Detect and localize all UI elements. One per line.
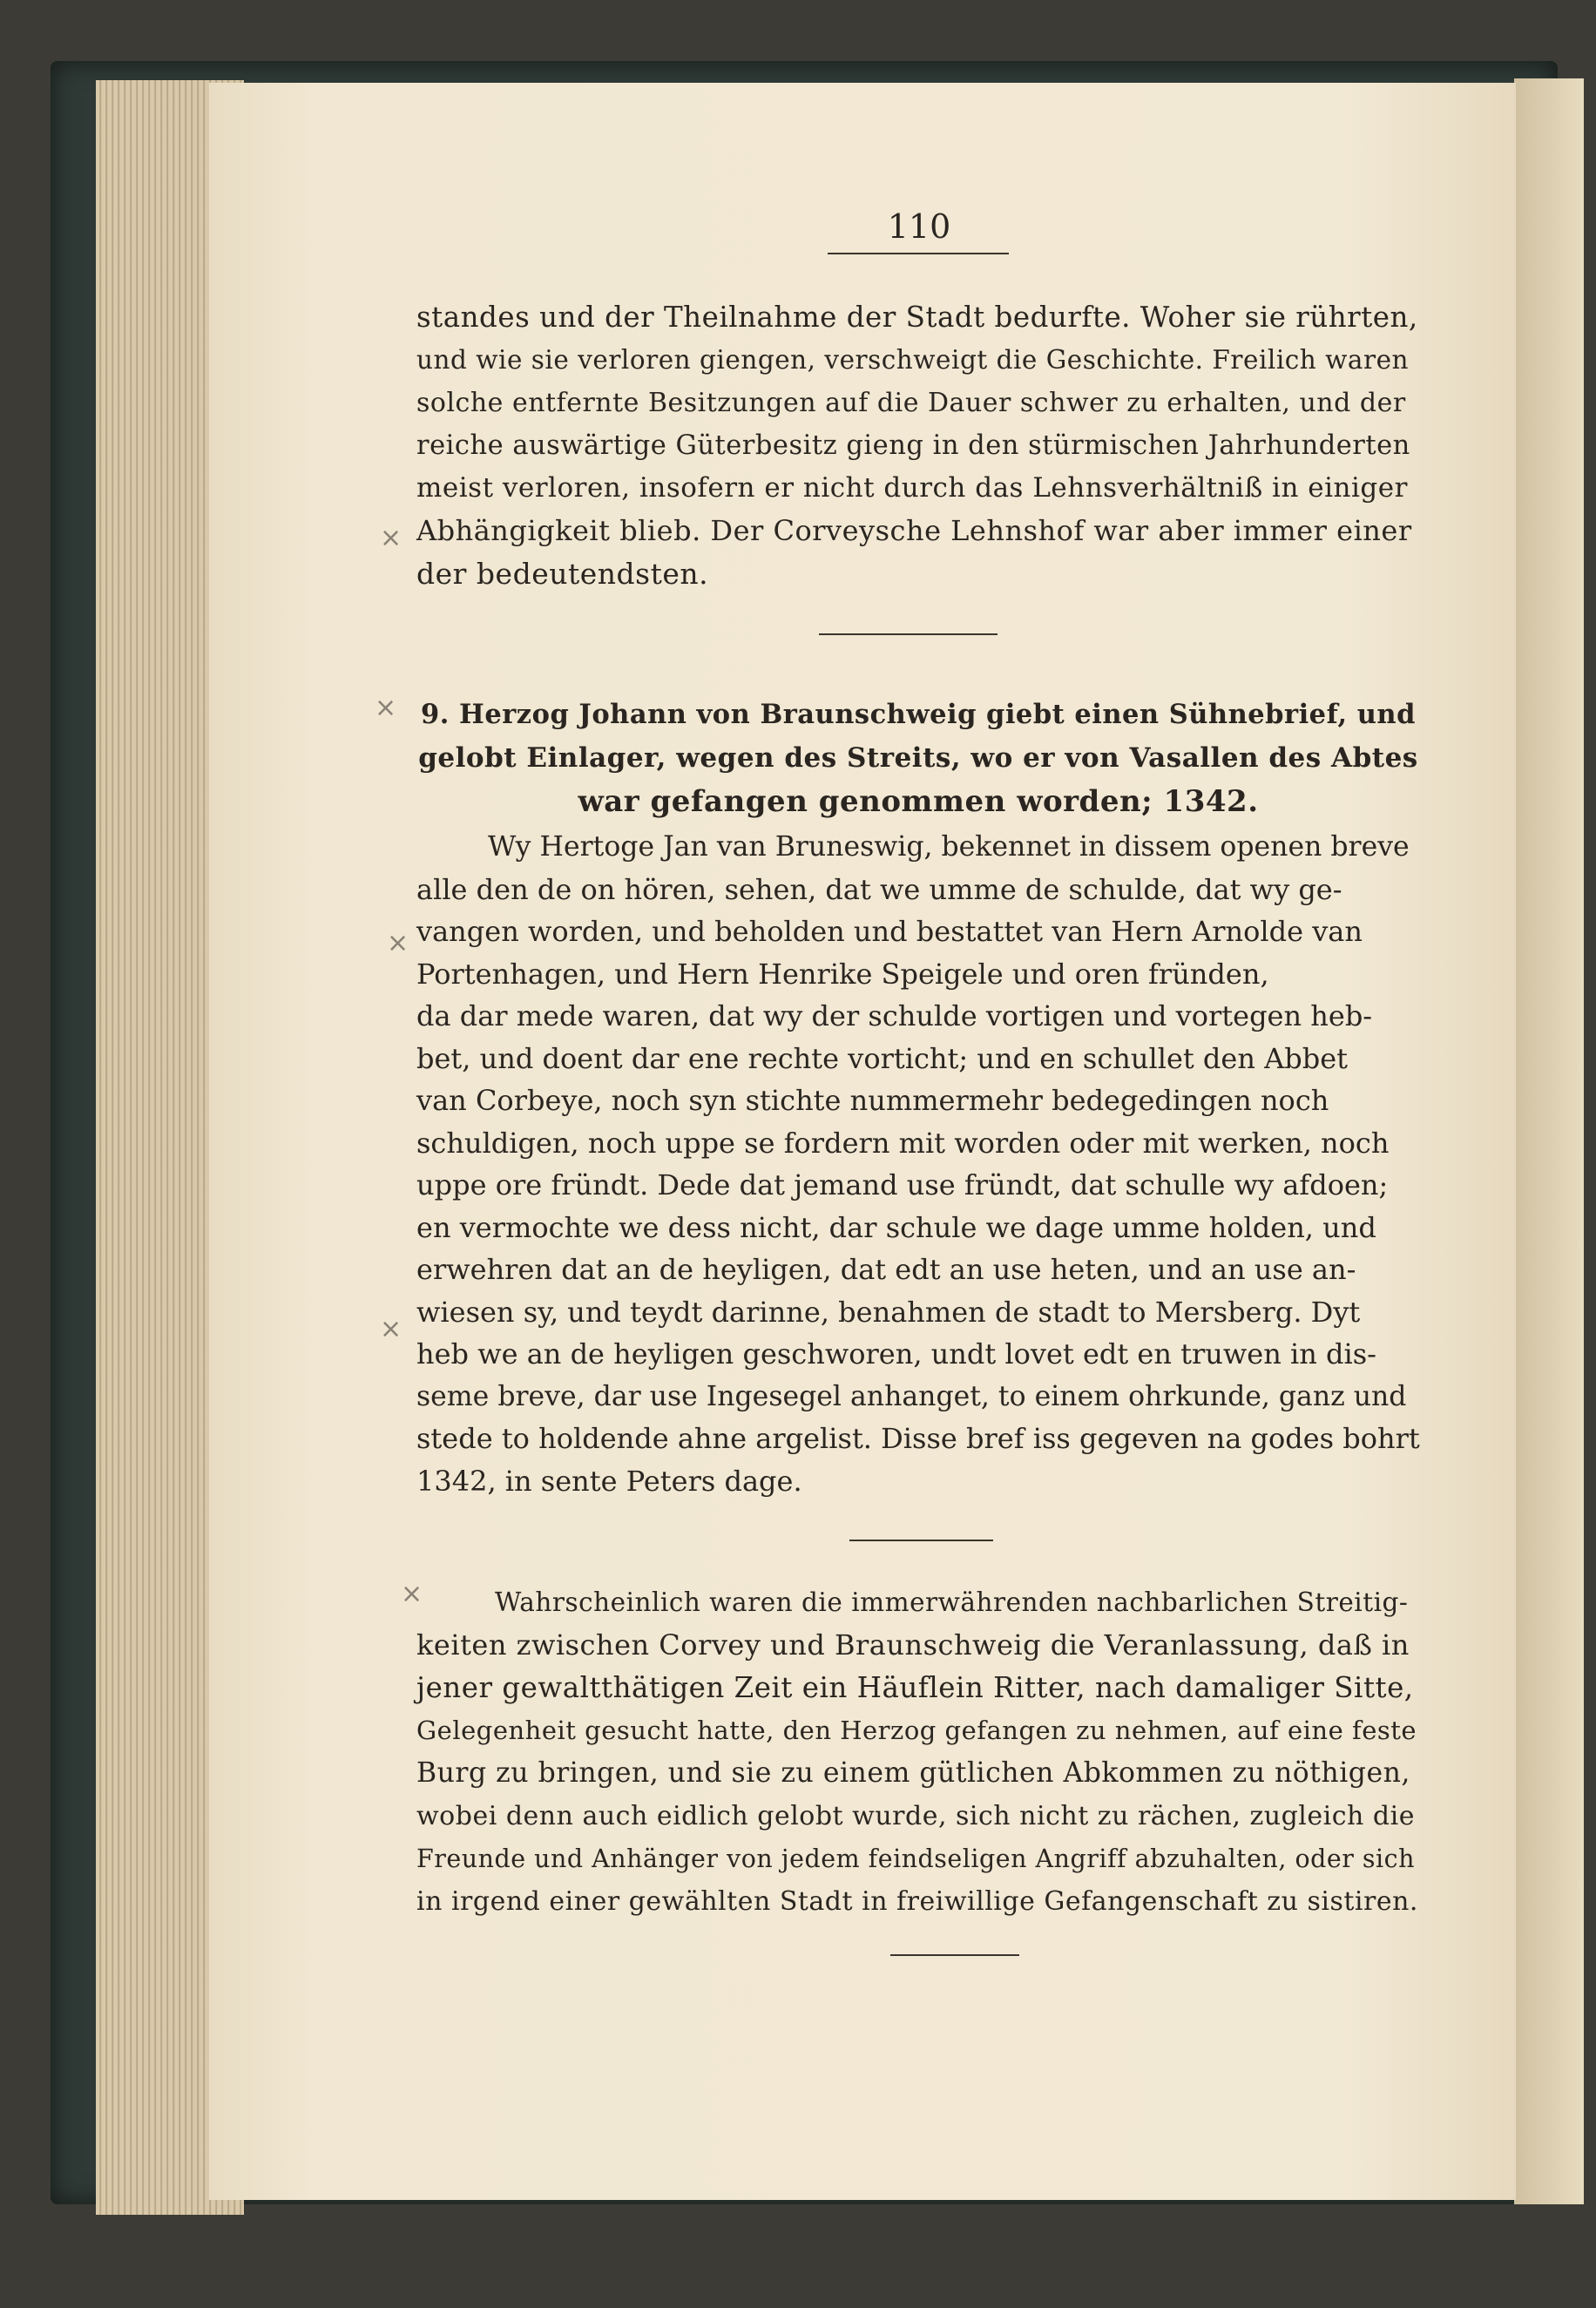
page-number: 110	[887, 207, 951, 246]
heading-line: 9. Herzog Johann von Braunschweig giebt einen Sühnebrief, und	[421, 699, 1416, 730]
text-line: meist verloren, insofern er nicht durch das Lehnsverhältniß in einiger	[416, 472, 1408, 504]
paragraph-2	[416, 1581, 1420, 1923]
pencil-cross-mark: ×	[380, 1314, 402, 1344]
text-line: Freunde und Anhänger von jedem feindseligen Angriff abzuhalten, oder sich	[416, 1844, 1415, 1873]
pencil-cross-mark: ×	[375, 693, 397, 723]
heading-line: gelobt Einlager, wegen des Streits, wo er von Vasallen des Abtes	[418, 742, 1418, 774]
text-line: Burg zu bringen, und sie zu einem gütlichen Abkommen zu nöthigen,	[416, 1757, 1410, 1789]
text-line: vangen worden, und beholden und bestattet van Hern Arnolde van	[416, 915, 1363, 948]
text-line: reiche auswärtige Güterbesitz gieng in den stürmischen Jahrhunderten	[416, 430, 1410, 461]
text-line: seme breve, dar use Ingesegel anhanget, to einem ohrkunde, ganz und	[416, 1380, 1407, 1412]
section-heading	[416, 693, 1420, 823]
text-line: heb we an de heyligen geschworen, undt lovet edt en truwen in dis-	[416, 1337, 1376, 1371]
text-line: uppe ore fründt. Dede dat jemand use fründt, dat schulle wy afdoen;	[416, 1168, 1389, 1201]
adjacent-page-edge	[1514, 78, 1584, 2204]
document-quote	[416, 826, 1420, 1502]
pencil-cross-mark: ×	[401, 1579, 423, 1609]
text-line: jener gewaltthätigen Zeit ein Häuflein Ritter, nach damaliger Sitte,	[416, 1671, 1414, 1704]
text-line: der bedeutendsten.	[416, 557, 709, 591]
text-line: solche entfernte Besitzungen auf die Dauer schwer zu erhalten, und der	[416, 388, 1406, 418]
text-line: bet, und doent dar ene rechte vorticht; und en schullet den Abbet	[416, 1041, 1348, 1075]
text-line: alle den de on hören, sehen, dat we umme de schulde, dat wy ge-	[416, 872, 1342, 906]
pencil-cross-mark: ×	[387, 928, 409, 958]
text-line: en vermochte we dess nicht, dar schule we dage umme holden, und	[416, 1210, 1376, 1244]
text-line: und wie sie verloren giengen, verschweigt die Geschichte. Freilich waren	[416, 345, 1410, 375]
text-line: Wahrscheinlich waren die immerwährenden nachbarlichen Streitig-	[495, 1587, 1409, 1617]
text-line: da dar mede waren, dat wy der schulde vortigen und vortegen heb-	[416, 999, 1373, 1032]
footer-rule	[890, 1954, 1019, 1956]
text-line: schuldigen, noch uppe se fordern mit worden oder mit werken, noch	[416, 1126, 1390, 1160]
text-line: Wy Hertoge Jan van Bruneswig, bekennet in dissem openen breve	[488, 831, 1410, 863]
text-line: Portenhagen, und Hern Henrike Speigele und oren fründen,	[416, 957, 1269, 991]
text-line: 1342, in sente Peters dage.	[416, 1464, 802, 1498]
text-line: wobei denn auch eidlich gelobt wurde, sich nicht zu rächen, zugleich die	[416, 1801, 1415, 1831]
paragraph-1	[416, 296, 1420, 595]
heading-line: war gefangen genommen worden; 1342.	[578, 784, 1259, 819]
text-line: Abhängigkeit blieb. Der Corveysche Lehnshof war aber immer einer	[416, 514, 1412, 547]
pencil-cross-mark: ×	[380, 523, 402, 553]
text-line: erwehren dat an de heyligen, dat edt an use heten, und an use an-	[416, 1253, 1356, 1286]
section-rule	[849, 1540, 993, 1541]
text-line: keiten zwischen Corvey und Braunschweig die Veranlassung, daß in	[416, 1628, 1410, 1662]
text-line: wiesen sy, und teydt darinne, benahmen de stadt to Mersberg. Dyt	[416, 1295, 1361, 1329]
header-rule	[828, 253, 1009, 254]
section-rule	[819, 633, 998, 635]
text-line: in irgend einer gewählten Stadt in freiwillige Gefangenschaft zu sistiren.	[416, 1886, 1418, 1917]
text-line: stede to holdende ahne argelist. Disse bref iss gegeven na godes bohrt	[416, 1422, 1420, 1455]
text-line: standes und der Theilnahme der Stadt bedurfte. Woher sie rührten,	[416, 301, 1418, 334]
text-line: van Corbeye, noch syn stichte nummermehr bedegedingen noch	[416, 1084, 1329, 1117]
text-line: Gelegenheit gesucht hatte, den Herzog gefangen zu nehmen, auf eine feste	[416, 1716, 1417, 1745]
